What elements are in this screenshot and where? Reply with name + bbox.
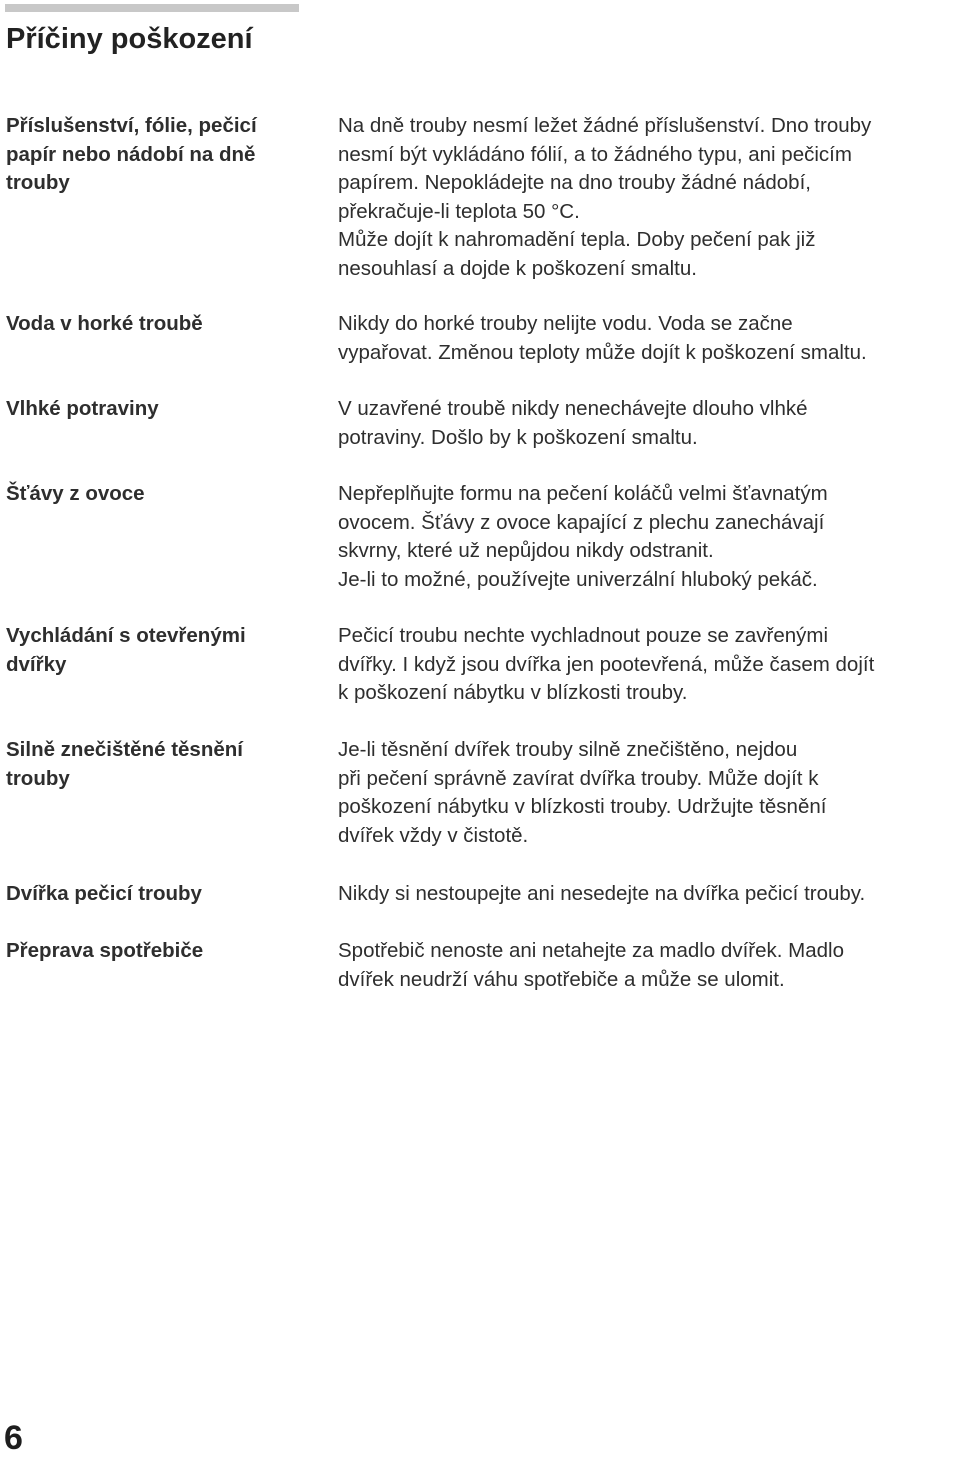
cause-label-line: papír nebo nádobí na dně xyxy=(6,142,256,166)
cause-label xyxy=(6,880,316,909)
page-number: 6 xyxy=(4,1419,23,1457)
page-title: Příčiny poškození xyxy=(6,23,253,55)
description-line: Na dně trouby nesmí ležet žádné příslušenství. Dno trouby xyxy=(338,114,872,137)
description-line: nesouhlasí a dojde k poškození smaltu. xyxy=(338,256,697,280)
cause-label-line: trouby xyxy=(6,766,70,790)
cause-description xyxy=(338,112,960,283)
cause-description xyxy=(338,310,960,367)
cause-label xyxy=(6,736,316,793)
description-line: Nikdy si nestoupejte ani nesedejte na dvířka pečicí trouby. xyxy=(338,882,866,905)
description-line: Může dojít k nahromadění tepla. Doby pečení pak již xyxy=(338,228,816,251)
description-line: Nikdy do horké trouby nelijte vodu. Voda se začne xyxy=(338,312,793,335)
cause-description xyxy=(338,622,960,708)
cause-label-line: Silně znečištěné těsnění xyxy=(6,738,243,761)
description-line: dvířek vždy v čistotě. xyxy=(338,823,529,847)
cause-label xyxy=(6,395,316,424)
description-line: potraviny. Došlo by k poškození smaltu. xyxy=(338,425,698,449)
description-line: V uzavřené troubě nikdy nenechávejte dlouho vlhké xyxy=(338,397,808,420)
cause-label xyxy=(6,310,316,339)
description-line: papírem. Nepokládejte na dno trouby žádné nádobí, xyxy=(338,171,811,194)
cause-label xyxy=(6,112,316,198)
description-line: Spotřebič nenoste ani netahejte za madlo dvířek. Madlo xyxy=(338,939,844,962)
description-line: nesmí být vykládáno fólií, a to žádného typu, ani pečicím xyxy=(338,142,852,166)
description-line: Je-li těsnění dvířek trouby silně znečištěno, nejdou xyxy=(338,738,798,761)
description-line: překračuje-li teplota 50 °C. xyxy=(338,199,580,223)
cause-label-line: dvířky xyxy=(6,652,67,676)
cause-label-line: Voda v horké troubě xyxy=(6,312,203,335)
description-line: ovocem. Šťávy z ovoce kapající z plechu zanechávají xyxy=(338,510,825,534)
description-line: skvrny, které už nepůjdou nikdy odstranit. xyxy=(338,539,714,562)
description-line: vypařovat. Změnou teploty může dojít k poškození smaltu. xyxy=(338,340,867,364)
cause-description xyxy=(338,937,960,994)
description-line: Nepřeplňujte formu na pečení koláčů velmi šťavnatým xyxy=(338,482,828,505)
cause-label xyxy=(6,622,316,679)
cause-description xyxy=(338,395,960,452)
cause-label xyxy=(6,937,316,966)
description-line: dvířky. I když jsou dvířka jen pootevřená, může časem dojít xyxy=(338,652,875,676)
description-line: Pečicí troubu nechte vychladnout pouze se zavřenými xyxy=(338,624,828,647)
description-line: Je-li to možné, používejte univerzální hluboký pekáč. xyxy=(338,567,818,591)
cause-label-line: trouby xyxy=(6,171,70,194)
description-line: k poškození nábytku v blízkosti trouby. xyxy=(338,681,688,704)
cause-label xyxy=(6,480,316,509)
header-rule xyxy=(5,4,299,12)
description-line: dvířek neudrží váhu spotřebiče a může se ulomit. xyxy=(338,967,785,991)
cause-label-line: Dvířka pečicí trouby xyxy=(6,882,202,905)
cause-description xyxy=(338,736,960,850)
cause-description xyxy=(338,880,960,909)
cause-label-line: Šťávy z ovoce xyxy=(6,482,145,505)
description-line: poškození nábytku v blízkosti trouby. Udržujte těsnění xyxy=(338,795,827,818)
cause-description xyxy=(338,480,960,594)
description-line: při pečení správně zavírat dvířka trouby. Může dojít k xyxy=(338,766,819,790)
cause-label-line: Vychládání s otevřenými xyxy=(6,624,246,647)
cause-label-line: Přeprava spotřebiče xyxy=(6,939,204,962)
cause-label-line: Vlhké potraviny xyxy=(6,397,159,420)
cause-label-line: Příslušenství, fólie, pečicí xyxy=(6,114,257,137)
